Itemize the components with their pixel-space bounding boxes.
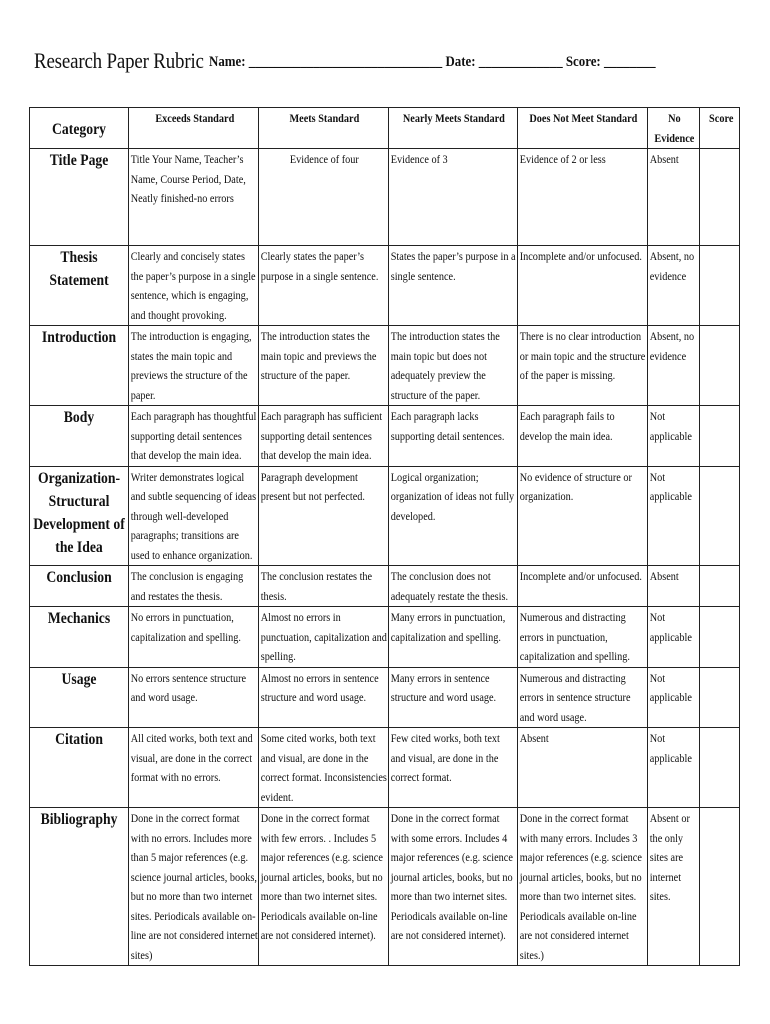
document-header (34, 48, 734, 82)
table-row (30, 466, 740, 566)
cell-exceeds: Clearly and concisely states the paper’s purpose in a single sentence, which is engaging, and thought provoking. (129, 246, 259, 326)
column-header-score: Score (700, 108, 740, 149)
cell-nearly: States the paper’s purpose in a single sentence. (389, 246, 518, 326)
cell-exceeds: Title Your Name, Teacher’s Name, Course Period, Date, Neatly finished-no errors (129, 149, 259, 246)
cell-score[interactable] (700, 808, 740, 966)
cell-no-evidence: Absent or the only sites are internet sites. (648, 808, 700, 966)
cell-does-not: Done in the correct format with many errors. Includes 3 major references (e.g. science journal articles, books, but no more than two internet sites. Periodicals available on-line are not considered internet sites.) (518, 808, 648, 966)
row-category: Organization-Structural Development of the Idea (30, 466, 129, 566)
cell-exceeds: All cited works, both text and visual, are done in the correct format with no errors. (129, 728, 259, 808)
column-header-does-not-meet-standard: Does Not Meet Standard (518, 108, 648, 149)
page-title: Research Paper Rubric (34, 48, 204, 73)
cell-no-evidence: Not applicable (648, 728, 700, 808)
row-category: Thesis Statement (30, 246, 129, 326)
cell-no-evidence: Absent (648, 566, 700, 607)
name-date-score-line: Name: ______________________________ Date: _____________ Score: ________ (209, 54, 656, 70)
cell-does-not: No evidence of structure or organization. (518, 466, 648, 566)
table-row (30, 808, 740, 966)
cell-no-evidence: Absent, no evidence (648, 246, 700, 326)
cell-nearly: Many errors in punctuation, capitalization and spelling. (389, 607, 518, 668)
table-row (30, 607, 740, 668)
cell-score[interactable] (700, 149, 740, 246)
column-header-meets-standard: Meets Standard (259, 108, 389, 149)
cell-no-evidence: Absent (648, 149, 700, 246)
table-header-row (30, 108, 740, 149)
cell-exceeds: No errors in punctuation, capitalization and spelling. (129, 607, 259, 668)
row-category: Body (30, 406, 129, 467)
table-row (30, 728, 740, 808)
row-category: Bibliography (30, 808, 129, 966)
cell-score[interactable] (700, 246, 740, 326)
cell-no-evidence: Not applicable (648, 667, 700, 728)
cell-does-not: Incomplete and/or unfocused. (518, 566, 648, 607)
cell-meets: The introduction states the main topic and previews the structure of the paper. (259, 326, 389, 406)
column-header-category: Category (30, 108, 129, 149)
cell-no-evidence: Not applicable (648, 406, 700, 467)
row-category: Conclusion (30, 566, 129, 607)
column-header-nearly-meets-standard: Nearly Meets Standard (389, 108, 518, 149)
cell-exceeds: The introduction is engaging, states the main topic and previews the structure of the paper. (129, 326, 259, 406)
cell-score[interactable] (700, 667, 740, 728)
cell-nearly: Each paragraph lacks supporting detail sentences. (389, 406, 518, 467)
row-category: Introduction (30, 326, 129, 406)
cell-does-not: Numerous and distracting errors in punctuation, capitalization and spelling. (518, 607, 648, 668)
cell-meets: Almost no errors in punctuation, capitalization and spelling. (259, 607, 389, 668)
cell-does-not: Numerous and distracting errors in sentence structure and word usage. (518, 667, 648, 728)
row-category: Citation (30, 728, 129, 808)
row-category: Usage (30, 667, 129, 728)
cell-score[interactable] (700, 466, 740, 566)
cell-nearly: The introduction states the main topic but does not adequately preview the structure of the paper. (389, 326, 518, 406)
cell-meets: The conclusion restates the thesis. (259, 566, 389, 607)
table-row (30, 326, 740, 406)
cell-meets: Done in the correct format with few errors. . Includes 5 major references (e.g. science journal articles, books, but no more than two internet sites. Periodicals available on-line are not considered internet). (259, 808, 389, 966)
cell-nearly: Evidence of 3 (389, 149, 518, 246)
cell-exceeds: No errors sentence structure and word usage. (129, 667, 259, 728)
cell-no-evidence: Not applicable (648, 466, 700, 566)
cell-exceeds: Each paragraph has thoughtful supporting detail sentences that develop the main idea. (129, 406, 259, 467)
cell-does-not: Absent (518, 728, 648, 808)
cell-score[interactable] (700, 406, 740, 467)
cell-nearly: Logical organization; organization of ideas not fully developed. (389, 466, 518, 566)
cell-nearly: Many errors in sentence structure and word usage. (389, 667, 518, 728)
cell-no-evidence: Not applicable (648, 607, 700, 668)
cell-meets: Each paragraph has sufficient supporting detail sentences that develop the main idea. (259, 406, 389, 467)
cell-nearly: Few cited works, both text and visual, are done in the correct format. (389, 728, 518, 808)
table-row (30, 566, 740, 607)
cell-does-not: Evidence of 2 or less (518, 149, 648, 246)
cell-does-not: There is no clear introduction or main topic and the structure of the paper is missing. (518, 326, 648, 406)
cell-meets: Some cited works, both text and visual, are done in the correct format. Inconsistencies evident. (259, 728, 389, 808)
cell-no-evidence: Absent, no evidence (648, 326, 700, 406)
cell-meets: Paragraph development present but not perfected. (259, 466, 389, 566)
rubric-table (29, 107, 740, 966)
cell-meets: Almost no errors in sentence structure and word usage. (259, 667, 389, 728)
table-row (30, 667, 740, 728)
cell-score[interactable] (700, 566, 740, 607)
cell-nearly: Done in the correct format with some errors. Includes 4 major references (e.g. science journal articles, books, but no more than two internet sites. Periodicals available on-line are not considered internet). (389, 808, 518, 966)
cell-score[interactable] (700, 326, 740, 406)
column-header-no-evidence: No Evidence (648, 108, 700, 149)
table-row (30, 246, 740, 326)
cell-exceeds: The conclusion is engaging and restates the thesis. (129, 566, 259, 607)
cell-does-not: Each paragraph fails to develop the main idea. (518, 406, 648, 467)
cell-nearly: The conclusion does not adequately restate the thesis. (389, 566, 518, 607)
table-row (30, 406, 740, 467)
row-category: Mechanics (30, 607, 129, 668)
cell-does-not: Incomplete and/or unfocused. (518, 246, 648, 326)
cell-score[interactable] (700, 728, 740, 808)
row-category: Title Page (30, 149, 129, 246)
cell-exceeds: Done in the correct format with no errors. Includes more than 5 major references (e.g. science journal articles, books, but no more than two internet sites. Periodicals available on-line are not considered internet sites) (129, 808, 259, 966)
cell-meets: Clearly states the paper’s purpose in a single sentence. (259, 246, 389, 326)
cell-score[interactable] (700, 607, 740, 668)
cell-meets: Evidence of four (259, 149, 389, 246)
column-header-exceeds-standard: Exceeds Standard (129, 108, 259, 149)
table-row (30, 149, 740, 246)
cell-exceeds: Writer demonstrates logical and subtle sequencing of ideas through well-developed paragraphs; transitions are used to enhance organization. (129, 466, 259, 566)
